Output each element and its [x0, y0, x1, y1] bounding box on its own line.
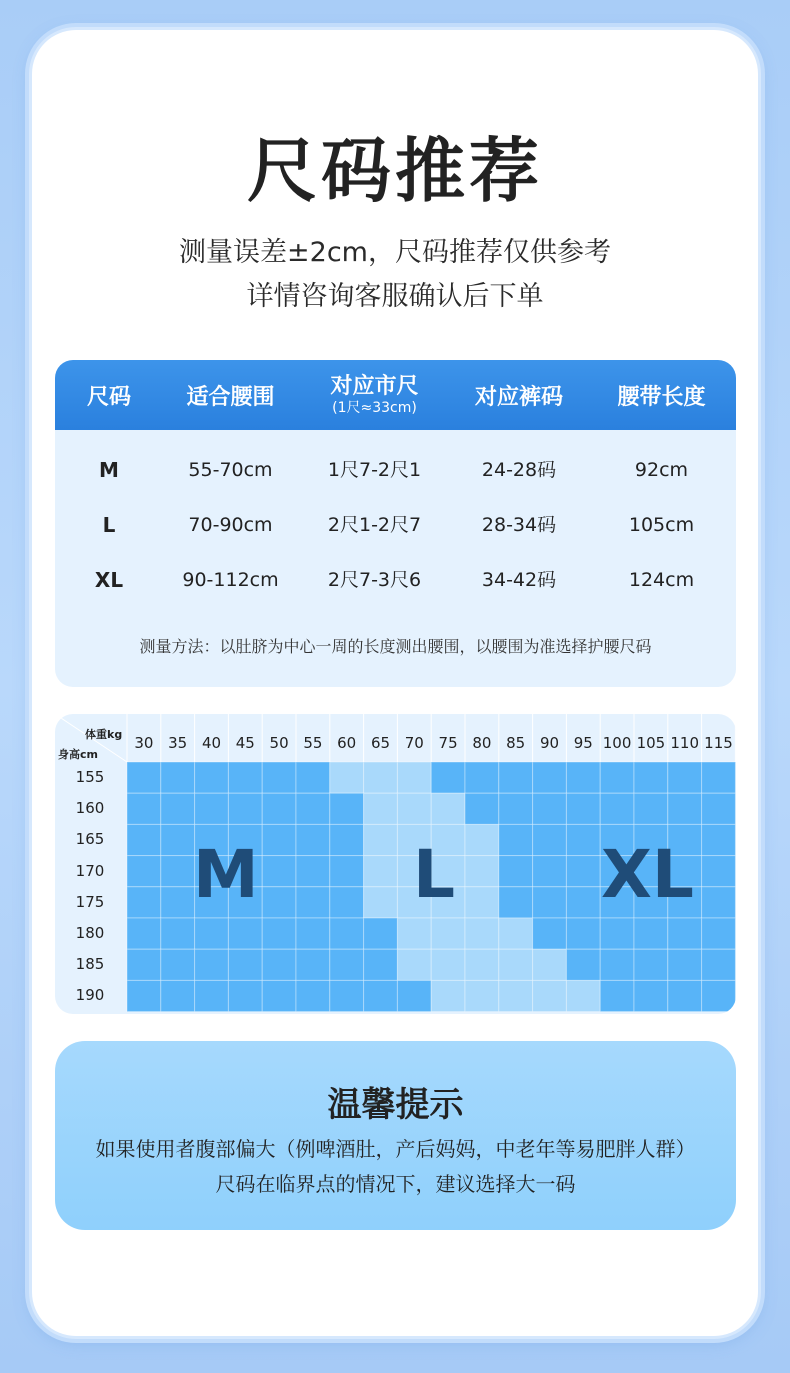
grid-cell — [127, 793, 161, 824]
zone-label-l: L — [413, 836, 456, 913]
grid-cell — [600, 980, 634, 1011]
subtitle-line-1: 测量误差±2cm，尺码推荐仅供参考 — [179, 237, 611, 268]
grid-cell — [364, 949, 398, 980]
grid-cell — [330, 949, 364, 980]
cell-chi: 1尺7-2尺1 — [327, 459, 422, 481]
grid-cell — [499, 762, 533, 793]
weight-label: 30 — [134, 734, 154, 752]
weight-label: 90 — [539, 734, 560, 752]
height-label: 190 — [75, 986, 105, 1005]
grid-cell — [195, 980, 229, 1011]
header-size: 尺码 — [86, 384, 131, 410]
grid-cell — [262, 762, 296, 793]
cell-belt: 124cm — [628, 569, 695, 591]
cell-size: L — [102, 513, 116, 537]
grid-cell — [161, 918, 195, 949]
header-chi: 对应市尺 (1尺≈33cm) — [330, 374, 419, 416]
grid-cell — [296, 856, 330, 887]
grid-cell — [465, 887, 499, 918]
weight-label: 35 — [168, 734, 188, 752]
grid-cell — [262, 793, 296, 824]
grid-cell — [702, 824, 736, 855]
table-row — [55, 560, 736, 600]
grid-cell — [161, 824, 195, 855]
weight-label: 65 — [370, 734, 391, 752]
grid-cell — [330, 762, 364, 793]
grid-cell — [702, 856, 736, 887]
cell-pants: 24-28码 — [481, 459, 557, 481]
grid-cell — [195, 949, 229, 980]
grid-cell — [161, 887, 195, 918]
weight-label: 105 — [636, 734, 666, 752]
grid-cell — [296, 980, 330, 1011]
grid-cell — [397, 949, 431, 980]
grid-cell — [533, 793, 567, 824]
grid-cell — [330, 793, 364, 824]
header-pants: 对应裤码 — [474, 384, 563, 410]
weight-label: 115 — [704, 734, 733, 752]
page-title: 尺码推荐 — [247, 130, 543, 212]
grid-cell — [127, 918, 161, 949]
grid-cell — [195, 918, 229, 949]
weight-label: 70 — [404, 734, 424, 752]
subtitle-line-2: 详情咨询客服确认后下单 — [246, 281, 544, 312]
table-row — [55, 450, 736, 490]
grid-cell — [431, 918, 465, 949]
grid-cell — [296, 949, 330, 980]
weight-label: 60 — [337, 734, 357, 752]
cell-pants: 34-42码 — [481, 569, 557, 591]
grid-cell — [161, 949, 195, 980]
grid-cell — [262, 824, 296, 855]
cell-belt: 105cm — [628, 514, 695, 536]
grid-cell — [499, 793, 533, 824]
grid-cell — [533, 762, 567, 793]
weight-label: 110 — [670, 734, 700, 752]
grid-cell — [296, 918, 330, 949]
grid-cell — [262, 887, 296, 918]
grid-cell — [364, 824, 398, 855]
grid-cell — [566, 918, 600, 949]
grid-cell — [702, 793, 736, 824]
grid-cell — [161, 793, 195, 824]
grid-cell — [228, 980, 262, 1011]
grid-cell — [161, 762, 195, 793]
grid-cell — [499, 824, 533, 855]
grid-cell — [127, 949, 161, 980]
grid-cell — [127, 856, 161, 887]
grid-cell — [262, 856, 296, 887]
grid-cell — [499, 918, 533, 949]
grid-cell — [533, 918, 567, 949]
grid-cell — [499, 887, 533, 918]
zone-label-m: M — [193, 836, 259, 913]
grid-cell — [364, 918, 398, 949]
size-grid — [55, 714, 736, 1014]
grid-cell — [533, 949, 567, 980]
grid-cell — [228, 949, 262, 980]
grid-cell — [262, 980, 296, 1011]
grid-cell — [533, 856, 567, 887]
grid-cell — [702, 980, 736, 1011]
weight-label: 40 — [201, 734, 222, 752]
cell-chi: 2尺7-3尺6 — [327, 569, 422, 591]
grid-cell — [364, 762, 398, 793]
grid-cell — [364, 980, 398, 1011]
header-belt: 腰带长度 — [617, 384, 706, 410]
grid-cell — [566, 887, 600, 918]
grid-cell — [296, 824, 330, 855]
grid-cell — [262, 949, 296, 980]
grid-cell — [600, 793, 634, 824]
grid-cell — [397, 980, 431, 1011]
grid-cell — [228, 918, 262, 949]
grid-cell — [702, 918, 736, 949]
grid-cell — [668, 762, 702, 793]
height-label: 170 — [75, 861, 105, 880]
grid-cell — [566, 949, 600, 980]
grid-cell — [195, 762, 229, 793]
grid-cell — [668, 918, 702, 949]
grid-cell — [397, 793, 431, 824]
grid-cell — [533, 887, 567, 918]
cell-size: M — [99, 458, 119, 482]
grid-cell — [127, 980, 161, 1011]
grid-cell — [465, 949, 499, 980]
height-axis-label: 身高cm — [58, 748, 98, 761]
cell-waist: 55-70cm — [188, 459, 273, 481]
grid-cell — [364, 793, 398, 824]
grid-cell — [431, 949, 465, 980]
weight-label: 80 — [472, 734, 492, 752]
grid-cell — [668, 980, 702, 1011]
grid-cell — [533, 824, 567, 855]
zone-label-xl: XL — [601, 836, 694, 913]
grid-cell — [262, 918, 296, 949]
header-waist: 适合腰围 — [186, 384, 275, 410]
cell-belt: 92cm — [634, 459, 689, 481]
grid-cell — [330, 887, 364, 918]
grid-cell — [702, 887, 736, 918]
grid-cell — [465, 918, 499, 949]
grid-cell — [566, 793, 600, 824]
grid-cell — [330, 918, 364, 949]
cell-size: XL — [94, 568, 124, 592]
grid-cell — [600, 949, 634, 980]
table-row — [55, 505, 736, 545]
tips-line-1: 如果使用者腹部偏大（例啤酒肚，产后妈妈，中老年等易肥胖人群） — [95, 1137, 696, 1161]
weight-label: 45 — [235, 734, 255, 752]
grid-cell — [127, 762, 161, 793]
size-table-header — [55, 360, 736, 430]
weight-label: 85 — [506, 734, 526, 752]
grid-cell — [465, 856, 499, 887]
grid-cell — [161, 856, 195, 887]
grid-cell — [330, 856, 364, 887]
cell-pants: 28-34码 — [481, 514, 557, 536]
grid-cell — [600, 918, 634, 949]
grid-cell — [533, 980, 567, 1011]
height-label: 165 — [75, 830, 105, 849]
cell-waist: 70-90cm — [188, 514, 273, 536]
cell-chi: 2尺1-2尺7 — [327, 514, 422, 536]
grid-cell — [228, 793, 262, 824]
grid-cell — [127, 887, 161, 918]
weight-label: 55 — [303, 734, 323, 752]
grid-cell — [431, 980, 465, 1011]
grid-cell — [397, 762, 431, 793]
weight-axis-label: 体重kg — [85, 728, 123, 741]
grid-cell — [702, 949, 736, 980]
grid-cell — [296, 793, 330, 824]
grid-cell — [296, 762, 330, 793]
grid-cell — [431, 762, 465, 793]
grid-cell — [499, 949, 533, 980]
grid-cell — [668, 793, 702, 824]
grid-cell — [465, 762, 499, 793]
weight-label: 50 — [269, 734, 289, 752]
grid-cell — [566, 856, 600, 887]
grid-cell — [330, 824, 364, 855]
height-label: 160 — [75, 799, 105, 818]
grid-cell — [195, 793, 229, 824]
grid-cell — [330, 980, 364, 1011]
grid-cell — [397, 918, 431, 949]
grid-cell — [465, 793, 499, 824]
grid-cell — [127, 824, 161, 855]
grid-cell — [668, 949, 702, 980]
grid-cell — [634, 793, 668, 824]
grid-cell — [600, 762, 634, 793]
grid-cell — [161, 980, 195, 1011]
height-label: 180 — [75, 924, 105, 942]
height-label: 175 — [75, 892, 105, 911]
grid-cell — [702, 762, 736, 793]
grid-cell — [566, 824, 600, 855]
grid-cell — [364, 887, 398, 918]
grid-cell — [499, 856, 533, 887]
grid-cell — [431, 793, 465, 824]
grid-cell — [566, 762, 600, 793]
grid-cell — [634, 762, 668, 793]
grid-cell — [364, 856, 398, 887]
grid-cell — [566, 980, 600, 1011]
measure-method: 测量方法：以肚脐为中心一周的长度测出腰围，以腰围为准选择护腰尺码 — [139, 637, 652, 656]
grid-cell — [228, 762, 262, 793]
grid-cell — [465, 824, 499, 855]
grid-cell — [296, 887, 330, 918]
cell-waist: 90-112cm — [182, 569, 279, 591]
height-label: 185 — [75, 955, 105, 974]
size-table — [55, 360, 736, 687]
grid-cell — [465, 980, 499, 1011]
weight-label: 95 — [573, 734, 593, 752]
grid-cell — [634, 918, 668, 949]
tips-line-2: 尺码在临界点的情况下，建议选择大一码 — [215, 1172, 576, 1196]
grid-cell — [634, 949, 668, 980]
weight-label: 75 — [438, 734, 458, 752]
grid-cell — [499, 980, 533, 1011]
tips-box — [55, 1041, 736, 1230]
header-chi-note: (1尺≈33cm) — [332, 400, 417, 416]
tips-title: 温馨提示 — [327, 1085, 464, 1125]
weight-label: 100 — [602, 734, 632, 752]
height-label: 155 — [75, 768, 105, 786]
grid-cell — [634, 980, 668, 1011]
